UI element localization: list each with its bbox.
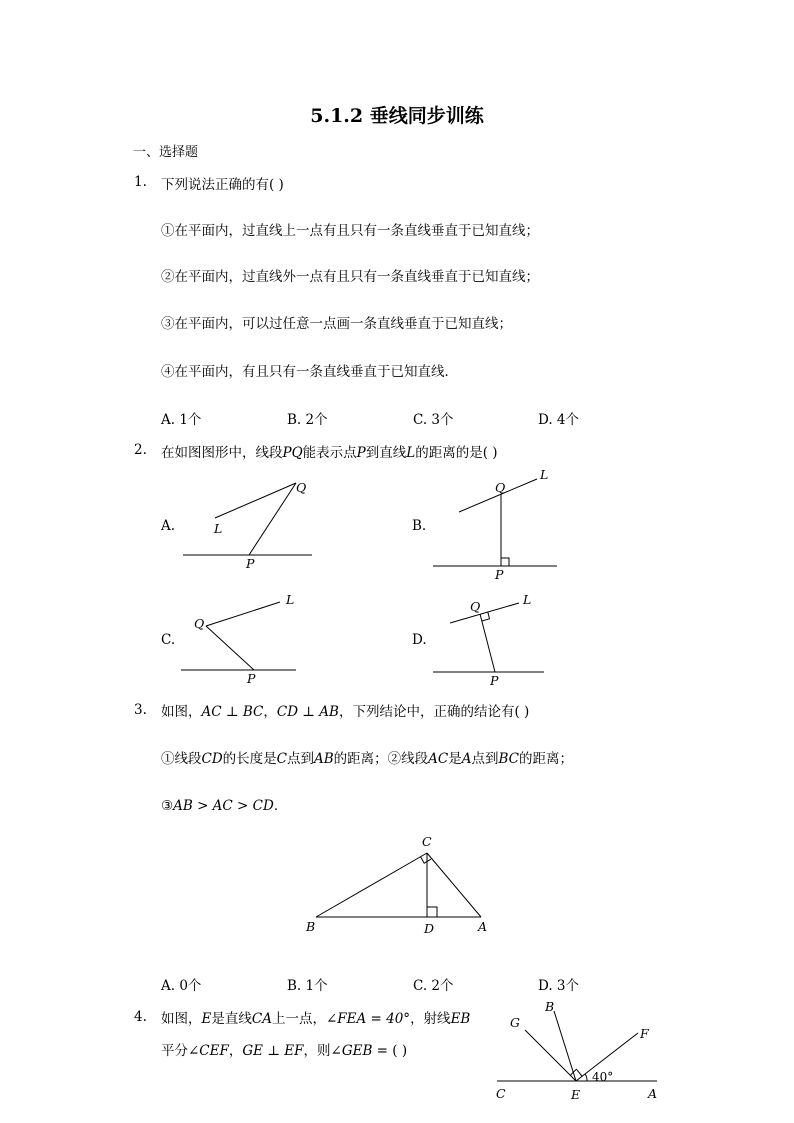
q2-option-d[interactable]: D. — [412, 632, 427, 648]
q3-option-c[interactable]: C. 2个 — [413, 978, 454, 994]
q1-option-c[interactable]: C. 3个 — [413, 412, 454, 428]
q4-label-f: F — [640, 1026, 649, 1041]
q4-label-angle: 40° — [592, 1070, 614, 1084]
q2d-label-p: P — [490, 673, 499, 688]
q2d-label-l: L — [523, 592, 532, 607]
q1-option-d[interactable]: D. 4个 — [538, 412, 580, 428]
q3-option-d[interactable]: D. 3个 — [538, 978, 580, 994]
q2a-label-p: P — [246, 556, 255, 571]
q2-figure-a — [175, 476, 325, 576]
q2-figure-c — [175, 590, 325, 690]
q2-figure-b — [425, 466, 575, 586]
q4-label-g: G — [510, 1015, 520, 1030]
q2a-label-q: Q — [296, 480, 307, 495]
q2c-label-l: L — [286, 592, 295, 607]
q3-number: 3. — [134, 702, 147, 718]
q4-label-b: B — [545, 999, 555, 1014]
q3-label-b: B — [306, 919, 316, 934]
q1-statement-2: ②在平面内，过直线外一点有且只有一条直线垂直于已知直线； — [161, 269, 539, 285]
q3-statement-1: ①线段CD的长度是C点到AB的距离；②线段AC是A点到BC的距离； — [161, 751, 574, 767]
q3-label-a: A — [478, 919, 488, 934]
q3-option-b[interactable]: B. 1个 — [287, 978, 328, 994]
q3-label-c: C — [422, 834, 432, 849]
q1-option-a[interactable]: A. 1个 — [161, 412, 202, 428]
q2-figure-d — [425, 590, 575, 690]
q1-statement-4: ④在平面内，有且只有一条直线垂直于已知直线． — [161, 364, 458, 380]
q2-option-a[interactable]: A. — [161, 518, 176, 534]
q1-text: 下列说法正确的有( ) — [161, 177, 284, 193]
q2b-label-l: L — [540, 467, 549, 482]
q2-option-c[interactable]: C. — [161, 632, 176, 648]
q2-number: 2. — [134, 442, 147, 458]
q2c-label-p: P — [247, 671, 256, 686]
q4-label-a: A — [648, 1086, 658, 1101]
q2c-label-q: Q — [194, 616, 205, 631]
q1-number: 1. — [134, 174, 147, 190]
q1-statement-3: ③在平面内，可以过任意一点画一条直线垂直于已知直线； — [161, 316, 512, 332]
q4-label-e: E — [571, 1087, 581, 1102]
q2b-label-p: P — [495, 567, 504, 582]
q2d-label-q: Q — [470, 599, 481, 614]
q4-label-c: C — [496, 1086, 506, 1101]
section-heading: 一、选择题 — [133, 145, 199, 160]
page-title: 5.1.2 垂线同步训练 — [310, 105, 484, 127]
q2b-label-q: Q — [495, 480, 506, 495]
q1-statement-1: ①在平面内，过直线上一点有且只有一条直线垂直于已知直线； — [161, 223, 539, 239]
q2-text: 在如图图形中，线段PQ能表示点P到直线L的距离的是( ) — [161, 445, 498, 461]
q3-text: 如图，AC ⊥ BC，CD ⊥ AB，下列结论中，正确的结论有( ) — [161, 704, 530, 720]
q4-angle-figure — [488, 994, 668, 1104]
q4-text-line-1: 如图，E是直线CA上一点，∠FEA = 40°，射线EB — [161, 1011, 471, 1027]
q4-number: 4. — [134, 1009, 147, 1025]
q1-option-b[interactable]: B. 2个 — [287, 412, 328, 428]
q4-text-line-2: 平分∠CEF，GE ⊥ EF，则∠GEB = ( ) — [161, 1043, 408, 1059]
q3-statement-2: ③AB > AC > CD． — [161, 798, 288, 814]
q3-label-d: D — [424, 921, 435, 936]
q2-option-b[interactable]: B. — [412, 518, 427, 534]
q3-triangle-figure — [300, 830, 500, 940]
q3-option-a[interactable]: A. 0个 — [161, 978, 202, 994]
q2a-label-l: L — [214, 521, 223, 536]
